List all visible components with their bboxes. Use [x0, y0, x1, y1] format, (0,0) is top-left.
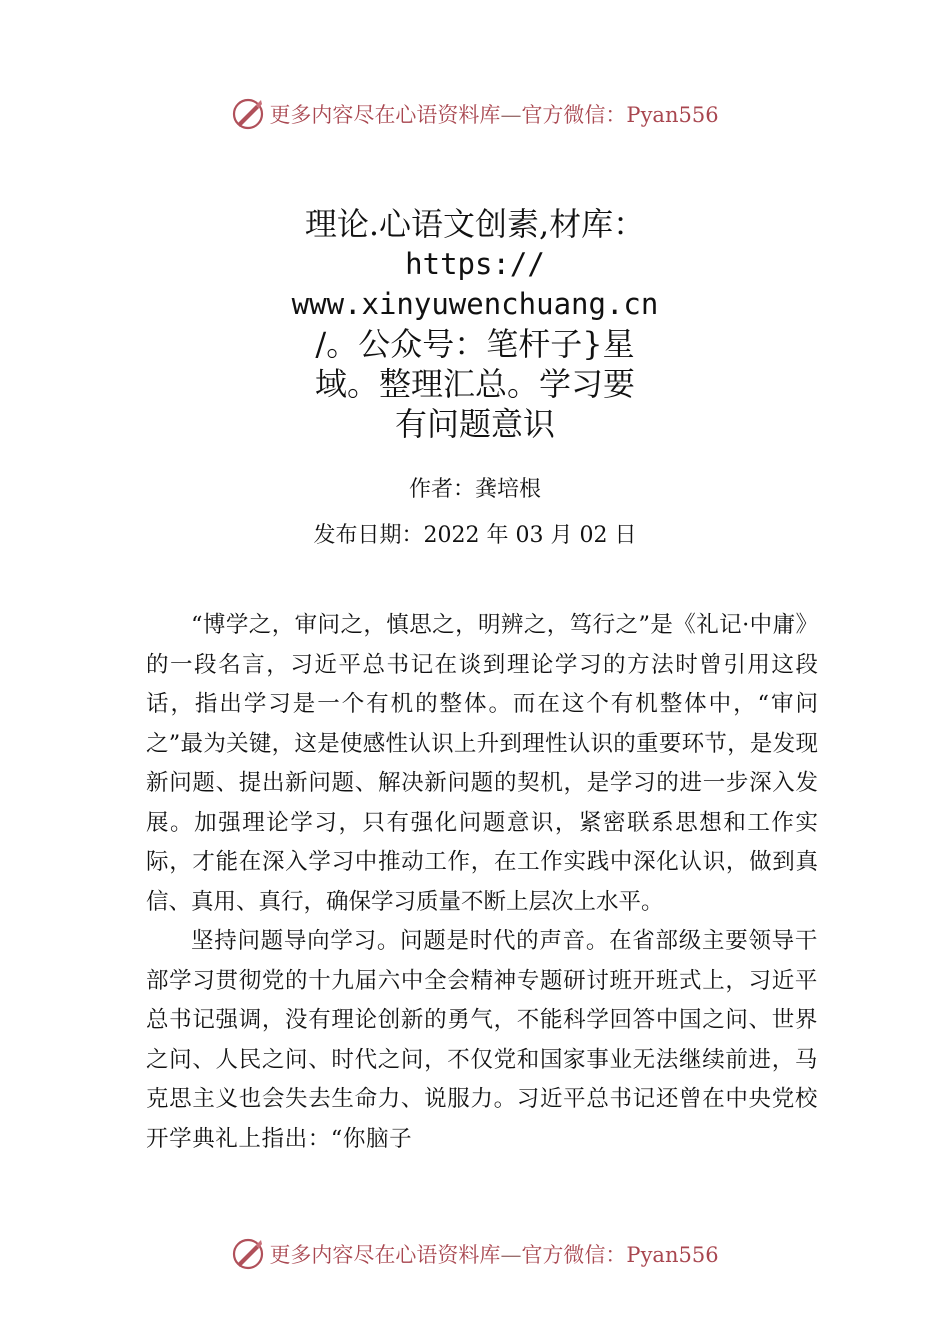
- body-paragraph: “博学之，审问之，慎思之，明辨之，笃行之”是《礼记·中庸》的一段名言，习近平总书记在谈到理论学习的方法时曾引用这段话，指出学习是一个有机的整体。而在这个有机整体中，“审问之”最为关键，这是使感性认识上升到理性认识的重要环节，是发现新问题、提出新问题、解决新问题的契机，是学习的进一步深入发展。加强理论学习，只有强化问题意识，紧密联系思想和工作实际，才能在深入学习中推动工作，在工作实践中深化认识，做到真信、真用、真行，确保学习质量不断上层次上水平。: [146, 612, 818, 915]
- title-line: 有问题意识: [394, 405, 555, 443]
- banner-text: 更多内容尽在心语资料库—官方微信：Pyan556: [269, 1243, 719, 1267]
- author-line: 作者：龚培根: [408, 477, 541, 502]
- document-title: [200, 204, 750, 444]
- header-watermark-banner: [0, 92, 950, 136]
- footer-watermark-banner: [0, 1232, 950, 1276]
- article-body: [146, 606, 818, 1159]
- title-line: 理论.心语文创素,材库：: [304, 205, 646, 243]
- title-line: https://: [405, 247, 545, 281]
- title-line: www.xinyuwenchuang.cn: [291, 287, 659, 321]
- banner-text: 更多内容尽在心语资料库—官方微信：Pyan556: [269, 103, 719, 127]
- publish-date: 发布日期：2022 年 03 月 02 日: [313, 523, 637, 548]
- body-paragraph: 坚持问题导向学习。问题是时代的声音。在省部级主要领导干部学习贯彻党的十九届六中全会精神专题研讨班开班式上，习近平总书记强调，没有理论创新的勇气，不能科学回答中国之问、世界之问、人民之问、时代之问，不仅党和国家事业无法继续前进，马克思主义也会失去生命力、说服力。习近平总书记还曾在中央党校开学典礼上指出：“你脑子: [146, 928, 818, 1152]
- quill-logo-icon: [231, 97, 265, 131]
- title-line: 域。整理汇总。学习要: [314, 365, 635, 403]
- title-line: /。公众号：笔杆子}星: [315, 325, 635, 363]
- quill-logo-icon: [231, 1237, 265, 1271]
